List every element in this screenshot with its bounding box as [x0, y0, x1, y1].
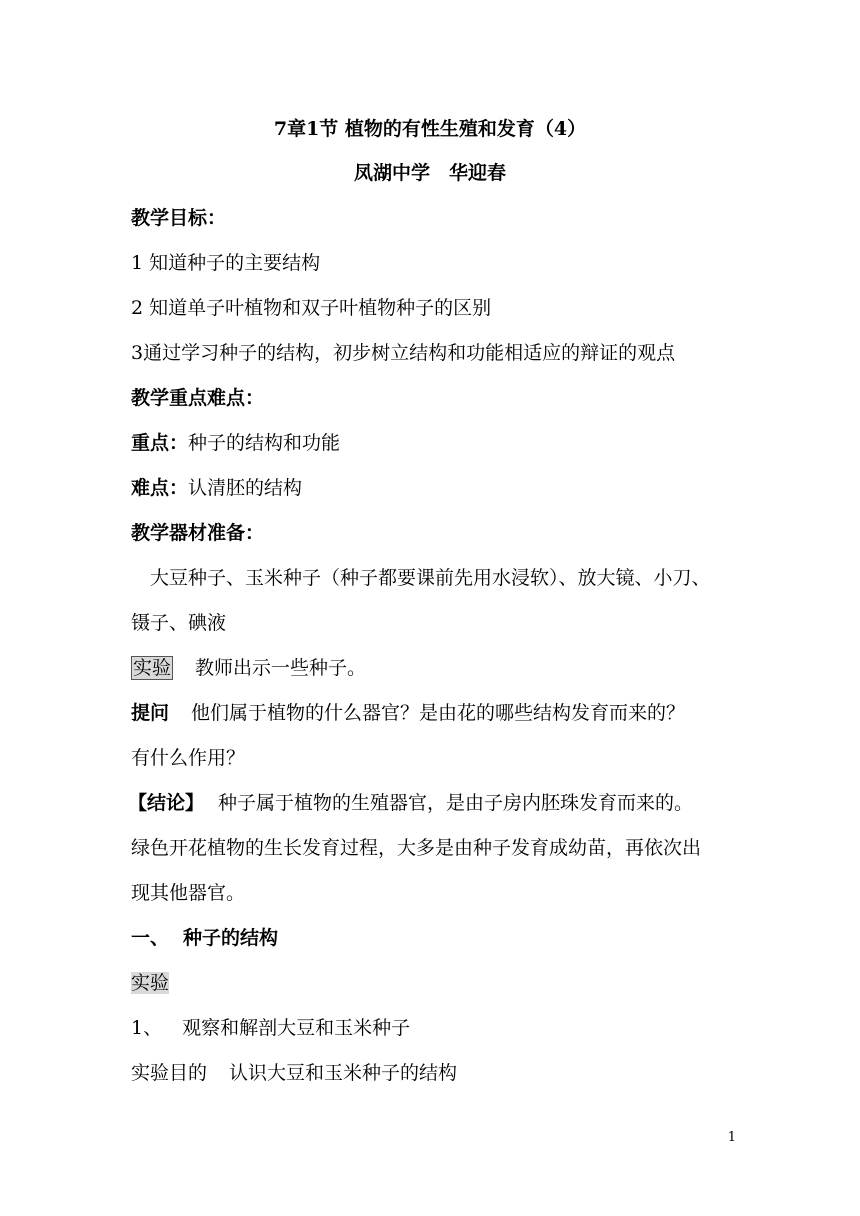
- objective-item-1: 1 知道种子的主要结构: [131, 252, 321, 274]
- question-line-1: [131, 701, 685, 725]
- question-line-2: 有什么作用？: [131, 747, 246, 769]
- conclusion-line-1: [128, 791, 693, 815]
- experiment-2-label: 实验: [131, 972, 170, 994]
- materials-line-1: 大豆种子、玉米种子（种子都要课前先用水浸软）、放大镜、小刀、: [150, 567, 711, 589]
- document-title: 7章1节 植物的有性生殖和发育（4）: [273, 118, 587, 140]
- focus-line: [131, 431, 340, 455]
- experiment-label: 实验: [133, 657, 172, 679]
- document-author: 凤湖中学 华迎春: [353, 162, 506, 184]
- conclusion-line-3: 现其他器官。: [131, 882, 246, 904]
- section-title: 种子的结构: [183, 927, 279, 949]
- conclusion-line-2: 绿色开花植物的生长发育过程，大多是由种子发育成幼苗，再依次出: [131, 837, 702, 859]
- objectives-heading: 教学目标：: [131, 207, 227, 229]
- experiment-text: 教师出示一些种子。: [195, 657, 367, 679]
- key-points-heading: 教学重点难点：: [131, 387, 265, 409]
- difficulty-label: 难点：: [131, 477, 189, 499]
- materials-heading: 教学器材准备：: [131, 522, 265, 544]
- section-heading: [131, 926, 278, 950]
- question-text-1: 他们属于植物的什么器官？是由花的哪些结构发育而来的？: [191, 702, 686, 724]
- question-label: 提问: [131, 702, 170, 724]
- focus-text: 种子的结构和功能: [188, 432, 341, 454]
- difficulty-line: [131, 476, 302, 500]
- step-1-text: 观察和解剖大豆和玉米种子: [182, 1017, 411, 1039]
- difficulty-text: 认清胚的结构: [188, 477, 303, 499]
- objective-item-3: 3通过学习种子的结构，初步树立结构和功能相适应的辩证的观点: [131, 342, 676, 364]
- experiment-2-line: [131, 971, 169, 995]
- experiment-intro-line: [131, 656, 366, 680]
- purpose-label: 实验目的: [131, 1062, 208, 1084]
- focus-label: 重点：: [131, 432, 189, 454]
- purpose-line: [131, 1061, 457, 1085]
- page-number: 1: [727, 1130, 736, 1145]
- objective-item-2: 2 知道单子叶植物和双子叶植物种子的区别: [131, 297, 492, 319]
- step-1-number: 1、: [131, 1017, 163, 1039]
- section-number: 一、: [131, 927, 170, 949]
- conclusion-label: 【结论】: [128, 792, 205, 814]
- purpose-text: 认识大豆和玉米种子的结构: [229, 1062, 458, 1084]
- conclusion-text-1: 种子属于植物的生殖器官，是由子房内胚珠发育而来的。: [218, 792, 694, 814]
- step-1-line: [131, 1016, 410, 1040]
- materials-line-2: 镊子、碘液: [131, 612, 227, 634]
